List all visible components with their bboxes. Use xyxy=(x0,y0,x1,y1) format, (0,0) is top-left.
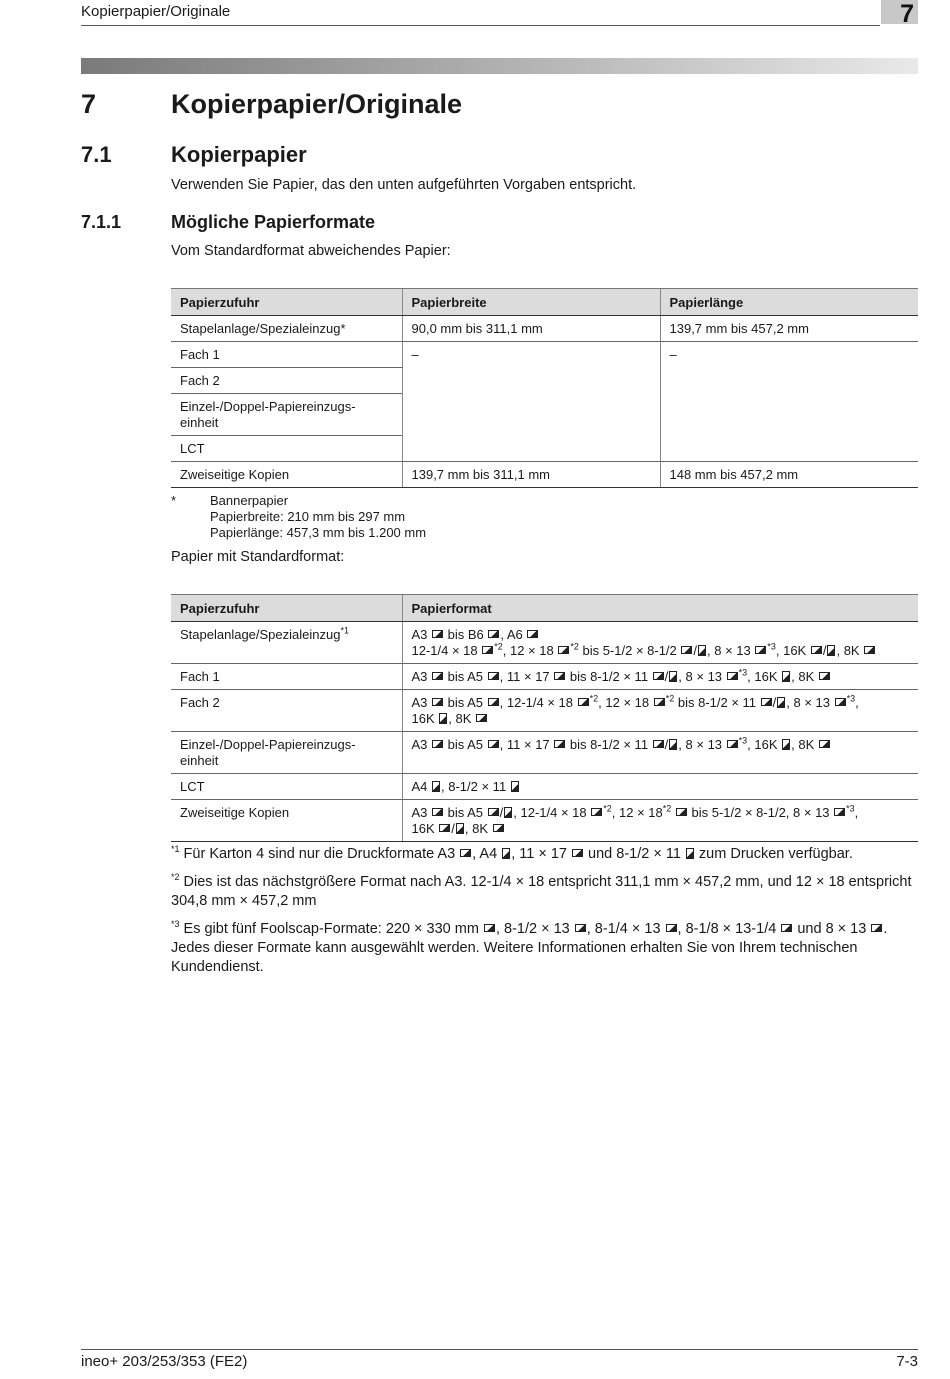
text-fragment: 16K xyxy=(411,821,439,836)
cell-width-merged: – xyxy=(402,342,660,462)
text-fragment: , 16K xyxy=(775,643,810,658)
table-row xyxy=(171,342,918,368)
text-fragment: A3 xyxy=(411,695,432,710)
cell-feed: Stapelanlage/Spezialeinzug* xyxy=(171,316,402,342)
table-row xyxy=(171,800,918,842)
cell-length: 148 mm bis 457,2 mm xyxy=(660,462,918,488)
cell-length-merged: – xyxy=(660,342,918,462)
footnote-ref: *2 xyxy=(570,641,579,652)
landscape-paper-icon xyxy=(432,808,443,816)
text-fragment: Stapelanlage/Spezialeinzug xyxy=(180,627,341,642)
text-fragment: , 11 × 17 xyxy=(499,737,554,752)
landscape-paper-icon xyxy=(755,646,766,654)
cell-length: 139,7 mm bis 457,2 mm xyxy=(660,316,918,342)
note-2 xyxy=(171,873,921,911)
standard-paper-table xyxy=(171,594,918,842)
text-fragment: bis A5 xyxy=(444,695,487,710)
cell-feed: LCT xyxy=(171,436,402,462)
cell-feed: Zweiseitige Kopien xyxy=(171,462,402,488)
footnote-line: Papierbreite: 210 mm bis 297 mm xyxy=(210,509,406,524)
landscape-paper-icon xyxy=(488,808,499,816)
subsection-number: 7.1.1 xyxy=(81,212,122,232)
table-row xyxy=(171,774,918,800)
text-fragment: , A4 xyxy=(472,846,502,862)
text-fragment: zum Drucken verfügbar. xyxy=(694,846,853,862)
text-fragment: , xyxy=(855,695,859,710)
portrait-paper-icon xyxy=(669,739,677,750)
cell-feed: Fach 1 xyxy=(171,664,402,690)
cell-feed: Fach 1 xyxy=(171,342,402,368)
text-fragment: Es gibt fünf Foolscap-Formate: 220 × 330 mm xyxy=(179,921,483,937)
text-fragment: , 16K xyxy=(747,669,782,684)
landscape-paper-icon xyxy=(527,630,538,638)
chapter-tab-number: 7 xyxy=(900,0,914,28)
table-row xyxy=(171,664,918,690)
portrait-paper-icon xyxy=(698,645,706,656)
text-fragment: , 8 × 13 xyxy=(707,643,755,658)
text-fragment: / xyxy=(664,737,669,752)
text-fragment: A3 xyxy=(411,669,432,684)
landscape-paper-icon xyxy=(653,740,664,748)
text-fragment: bis A5 xyxy=(444,669,487,684)
text-fragment: bis 8-1/2 × 11 xyxy=(674,695,760,710)
cell-feed: LCT xyxy=(171,774,402,800)
landscape-paper-icon xyxy=(681,646,692,654)
text-fragment: A3 xyxy=(411,805,432,820)
text-fragment: , 12 × 18 xyxy=(598,695,653,710)
cell-feed xyxy=(171,622,402,664)
landscape-paper-icon xyxy=(871,924,882,932)
text-fragment: und 8 × 13 xyxy=(793,921,871,937)
text-fragment: Für Karton 4 sind nur die Druckformate A3 xyxy=(179,846,460,862)
landscape-paper-icon xyxy=(864,646,875,654)
chapter-number: 7 xyxy=(81,89,97,119)
cell-feed: Einzel-/Doppel-Papiereinzugs-einheit xyxy=(171,732,402,774)
text-fragment: , 16K xyxy=(747,737,782,752)
text-fragment: , 12-1/4 × 18 xyxy=(499,695,577,710)
text-fragment: bis A5 xyxy=(444,737,487,752)
cell-format xyxy=(402,664,918,690)
text-fragment: / xyxy=(499,805,504,820)
cell-feed: Zweiseitige Kopien xyxy=(171,800,402,842)
text-fragment: , 12 × 18 xyxy=(502,643,558,658)
cell-feed: Fach 2 xyxy=(171,690,402,732)
text-fragment: , 8-1/8 × 13-1/4 xyxy=(677,921,781,937)
table-row xyxy=(171,622,918,664)
text-fragment: , 8K xyxy=(448,711,475,726)
text-fragment: . Jedes dieser Formate kann ausgewählt werden. Weitere Informationen erhalten Sie von Ihrem technischen Kundendienst. xyxy=(171,921,888,975)
footnote-ref: *2 xyxy=(603,803,612,814)
landscape-paper-icon xyxy=(575,924,586,932)
landscape-paper-icon xyxy=(572,849,583,857)
chapter-title: Kopierpapier/Originale xyxy=(171,89,463,119)
landscape-paper-icon xyxy=(554,672,565,680)
portrait-paper-icon xyxy=(432,781,440,792)
col-header-feed: Papierzufuhr xyxy=(171,289,402,316)
cell-format xyxy=(402,732,918,774)
landscape-paper-icon xyxy=(432,740,443,748)
text-fragment: , xyxy=(854,805,859,820)
text-fragment: Dies ist das nächstgrößere Format nach A3. 12-1/4 × 18 entspricht 311,1 mm × 457,2 mm, und 12 × 18 entspricht 304,8 mm × 457,2 mm xyxy=(171,874,912,909)
text-fragment: 16K xyxy=(411,711,439,726)
landscape-paper-icon xyxy=(761,698,772,706)
landscape-paper-icon xyxy=(811,646,822,654)
text-fragment: / xyxy=(822,643,827,658)
table-row xyxy=(171,316,918,342)
portrait-paper-icon xyxy=(502,848,510,859)
cell-format xyxy=(402,800,918,842)
landscape-paper-icon xyxy=(432,698,443,706)
text-fragment: A4 xyxy=(411,779,432,794)
footnote-ref: *3 xyxy=(846,803,855,814)
cell-format xyxy=(402,622,918,664)
text-fragment: , 8-1/2 × 11 xyxy=(441,779,510,794)
cell-width: 139,7 mm bis 311,1 mm xyxy=(402,462,660,488)
landscape-paper-icon xyxy=(439,824,450,832)
landscape-paper-icon xyxy=(653,672,664,680)
subsection-title: Mögliche Papierformate xyxy=(171,212,376,232)
landscape-paper-icon xyxy=(727,740,738,748)
landscape-paper-icon xyxy=(834,808,845,816)
text-fragment: / xyxy=(664,669,669,684)
note-marker: *2 xyxy=(171,872,180,883)
text-fragment: A3 xyxy=(411,737,432,752)
note-3 xyxy=(171,920,921,977)
cell-feed: Fach 2 xyxy=(171,368,402,394)
text-fragment: bis B6 xyxy=(444,627,488,642)
portrait-paper-icon xyxy=(777,697,785,708)
portrait-paper-icon xyxy=(686,848,694,859)
text-fragment: , 12-1/4 × 18 xyxy=(513,805,591,820)
text-fragment: bis A5 xyxy=(444,805,487,820)
footnote-line: Bannerpapier xyxy=(210,493,289,508)
chapter-gradient-bar xyxy=(81,58,918,74)
landscape-paper-icon xyxy=(488,630,499,638)
footnote-ref: *2 xyxy=(662,803,672,814)
landscape-paper-icon xyxy=(476,714,487,722)
table-header-row xyxy=(171,595,918,622)
table-header-row xyxy=(171,289,918,316)
nonstandard-paper-table xyxy=(171,288,918,488)
portrait-paper-icon xyxy=(456,823,464,834)
footnote-ref: *2 xyxy=(589,693,599,704)
cell-feed: Einzel-/Doppel-Papiereinzugs-einheit xyxy=(171,394,402,436)
text-fragment: / xyxy=(693,643,698,658)
landscape-paper-icon xyxy=(578,698,589,706)
footnote-ref: *3 xyxy=(738,667,748,678)
portrait-paper-icon xyxy=(782,671,790,682)
landscape-paper-icon xyxy=(666,924,677,932)
text-fragment: , A6 xyxy=(500,627,527,642)
table-row xyxy=(171,732,918,774)
landscape-paper-icon xyxy=(432,630,443,638)
col-header-width: Papierbreite xyxy=(402,289,660,316)
landscape-paper-icon xyxy=(488,672,499,680)
standard-intro: Papier mit Standardformat: xyxy=(171,549,345,565)
footnote-text xyxy=(210,493,426,541)
footnote-ref: *3 xyxy=(767,641,776,652)
text-fragment: bis 8-1/2 × 11 xyxy=(566,669,652,684)
subsection-intro: Vom Standardformat abweichendes Papier: xyxy=(171,243,451,259)
portrait-paper-icon xyxy=(827,645,835,656)
table-row xyxy=(171,690,918,732)
footnote-ref: *2 xyxy=(494,641,503,652)
landscape-paper-icon xyxy=(558,646,569,654)
footnote-line: Papierlänge: 457,3 mm bis 1.200 mm xyxy=(210,525,427,540)
text-fragment: , 11 × 17 xyxy=(499,669,554,684)
text-fragment: , 8 × 13 xyxy=(678,669,726,684)
landscape-paper-icon xyxy=(482,646,493,654)
portrait-paper-icon xyxy=(782,739,790,750)
portrait-paper-icon xyxy=(504,807,512,818)
footnote-marker: * xyxy=(171,493,177,508)
landscape-paper-icon xyxy=(676,808,687,816)
landscape-paper-icon xyxy=(432,672,443,680)
footer-product: ineo+ 203/253/353 (FE2) xyxy=(81,1353,248,1370)
landscape-paper-icon xyxy=(835,698,846,706)
landscape-paper-icon xyxy=(819,672,830,680)
note-marker: *1 xyxy=(171,844,180,855)
cell-format xyxy=(402,774,918,800)
text-fragment: , 11 × 17 xyxy=(511,846,571,862)
running-header-title: Kopierpapier/Originale xyxy=(81,3,231,20)
text-fragment: bis 5-1/2 × 8-1/2, 8 × 13 xyxy=(687,805,834,820)
landscape-paper-icon xyxy=(488,740,499,748)
text-fragment: bis 5-1/2 × 8-1/2 xyxy=(578,643,681,658)
col-header-length: Papierlänge xyxy=(660,289,918,316)
header-rule xyxy=(81,25,880,26)
text-fragment: und 8-1/2 × 11 xyxy=(584,846,685,862)
text-fragment: , 8 × 13 xyxy=(786,695,834,710)
section-intro: Verwenden Sie Papier, das den unten aufgeführten Vorgaben entspricht. xyxy=(171,177,637,193)
text-fragment: , 8K xyxy=(836,643,864,658)
portrait-paper-icon xyxy=(669,671,677,682)
text-fragment: / xyxy=(451,821,455,836)
note-1 xyxy=(171,845,921,864)
text-fragment: A3 xyxy=(411,627,432,642)
text-fragment: / xyxy=(772,695,777,710)
table-row xyxy=(171,462,918,488)
text-fragment: , 8K xyxy=(464,821,492,836)
note-marker: *3 xyxy=(171,919,180,930)
footnote-ref: *3 xyxy=(738,735,748,746)
landscape-paper-icon xyxy=(727,672,738,680)
text-fragment: , 8-1/2 × 13 xyxy=(495,921,574,937)
cell-width: 90,0 mm bis 311,1 mm xyxy=(402,316,660,342)
section-number: 7.1 xyxy=(81,142,112,167)
landscape-paper-icon xyxy=(654,698,665,706)
landscape-paper-icon xyxy=(591,808,602,816)
landscape-paper-icon xyxy=(460,849,471,857)
landscape-paper-icon xyxy=(781,924,792,932)
footnote-ref: *2 xyxy=(665,693,675,704)
portrait-paper-icon xyxy=(439,713,447,724)
landscape-paper-icon xyxy=(554,740,565,748)
col-header-format: Papierformat xyxy=(402,595,918,622)
col-header-feed: Papierzufuhr xyxy=(171,595,402,622)
footnote-ref: *1 xyxy=(340,625,349,636)
text-fragment: , 8 × 13 xyxy=(678,737,726,752)
landscape-paper-icon xyxy=(493,824,504,832)
chapter-tab xyxy=(881,0,918,28)
footnote-ref: *3 xyxy=(846,693,856,704)
text-fragment: , 8K xyxy=(791,669,818,684)
text-fragment: , 12 × 18 xyxy=(611,805,663,820)
landscape-paper-icon xyxy=(484,924,495,932)
text-fragment: , 8K xyxy=(791,737,818,752)
landscape-paper-icon xyxy=(488,698,499,706)
text-fragment: 12-1/4 × 18 xyxy=(411,643,482,658)
landscape-paper-icon xyxy=(819,740,830,748)
cell-format xyxy=(402,690,918,732)
text-fragment: bis 8-1/2 × 11 xyxy=(566,737,652,752)
footer-rule xyxy=(81,1349,918,1350)
text-fragment: , 8-1/4 × 13 xyxy=(586,921,665,937)
footer-page-number: 7-3 xyxy=(896,1353,918,1370)
section-title: Kopierpapier xyxy=(171,142,307,167)
portrait-paper-icon xyxy=(511,781,519,792)
